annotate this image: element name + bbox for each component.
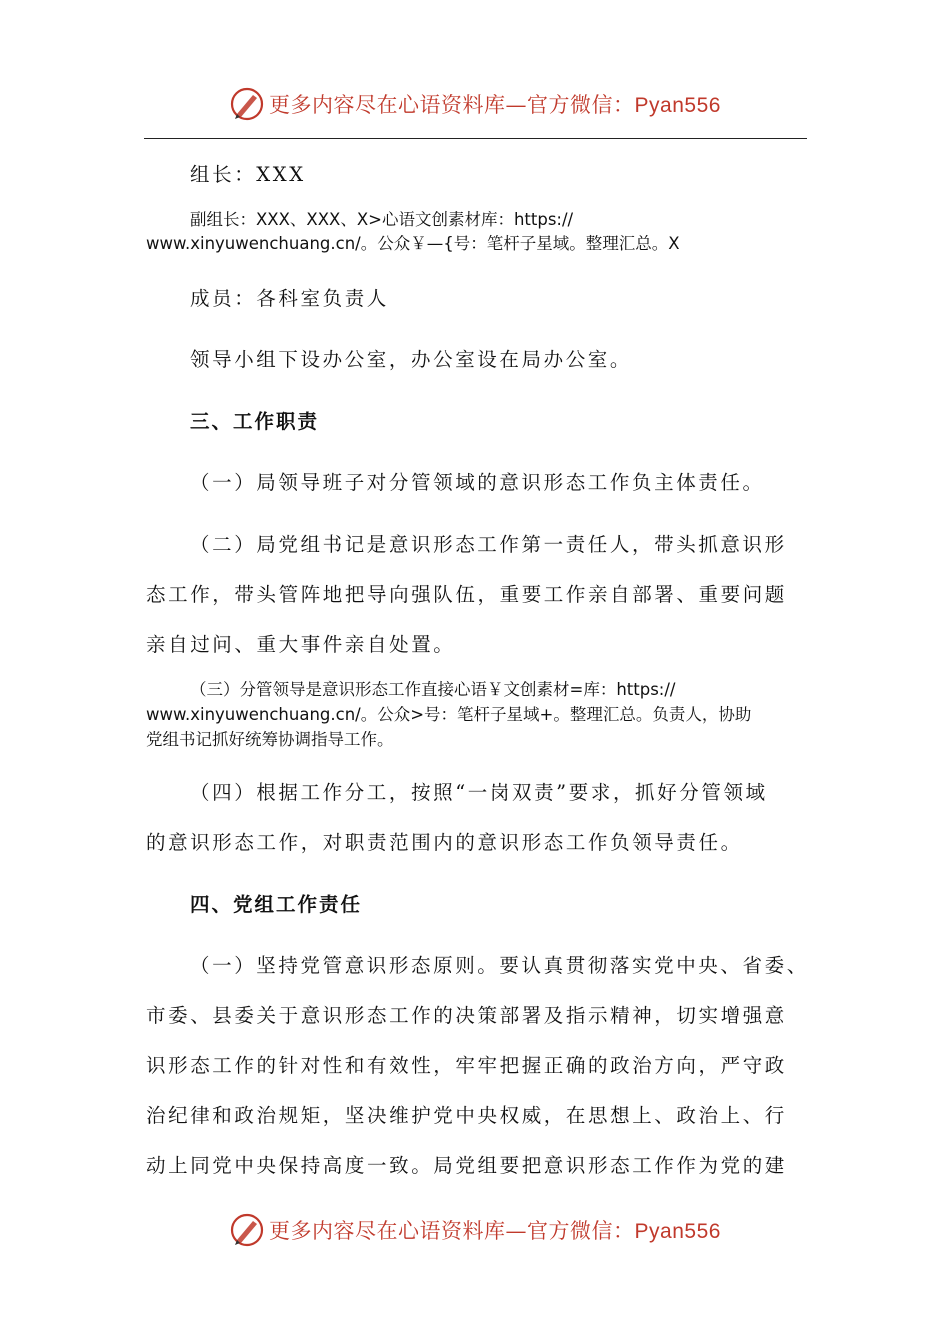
s3-item4-line1: （四）根据工作分工，按照“一岗双责”要求，抓好分管领域 xyxy=(190,781,768,804)
s4-item1-line4: 治纪律和政治规矩，坚决维护党中央权威，在思想上、政治上、行 xyxy=(146,1104,787,1127)
section-4-title: 四、党组工作责任 xyxy=(190,893,363,916)
s4-item1-line3: 识形态工作的针对性和有效性，牢牢把握正确的政治方向，严守政 xyxy=(146,1054,787,1077)
s4-item1-line2: 市委、县委关于意识形态工作的决策部署及指示精神，切实增强意 xyxy=(146,1004,787,1027)
pen-logo-icon xyxy=(229,86,265,122)
pen-logo-icon xyxy=(229,1212,265,1248)
s3-item3-line2: www.xinyuwenchuang.cn/。公众>号：笔杆子星域+。整理汇总。负责人，协助 xyxy=(146,705,752,724)
s3-item3-line3: 党组书记抓好统筹协调指导工作。 xyxy=(146,730,394,749)
footer-watermark xyxy=(0,1210,950,1250)
s4-item1-line1: （一）坚持党管意识形态原则。要认真贯彻落实党中央、省委、 xyxy=(190,954,809,977)
deputy-line-2: www.xinyuwenchuang.cn/。公众￥—{号：笔杆子星域。整理汇总。X xyxy=(146,234,680,253)
deputy-line-1: 副组长：XXX、XXX、X>心语文创素材库：https:// xyxy=(190,210,574,229)
s3-item2-line3: 亲自过问、重大事件亲自处置。 xyxy=(146,633,456,656)
header-watermark-text: 更多内容尽在心语资料库—官方微信：Pyan556 xyxy=(269,93,721,117)
footer-watermark-text: 更多内容尽在心语资料库—官方微信：Pyan556 xyxy=(269,1219,721,1243)
s4-item1-line5: 动上同党中央保持高度一致。局党组要把意识形态工作作为党的建 xyxy=(146,1154,787,1177)
members-line: 成员：各科室负责人 xyxy=(190,287,389,310)
s3-item4-line2: 的意识形态工作，对职责范围内的意识形态工作负领导责任。 xyxy=(146,831,743,854)
office-line: 领导小组下设办公室，办公室设在局办公室。 xyxy=(190,348,633,371)
leader-line: 组长：XXX xyxy=(190,163,306,186)
s3-item2-line2: 态工作，带头管阵地把导向强队伍，重要工作亲自部署、重要问题 xyxy=(146,583,787,606)
section-3-title: 三、工作职责 xyxy=(190,410,320,433)
s3-item2-line1: （二）局党组书记是意识形态工作第一责任人，带头抓意识形 xyxy=(190,533,787,556)
header-watermark xyxy=(0,84,950,124)
s3-item3-line1: （三）分管领导是意识形态工作直接心语￥文创素材=库：https:// xyxy=(190,680,676,699)
s3-item1: （一）局领导班子对分管领域的意识形态工作负主体责任。 xyxy=(190,471,765,494)
header-divider xyxy=(144,138,807,139)
